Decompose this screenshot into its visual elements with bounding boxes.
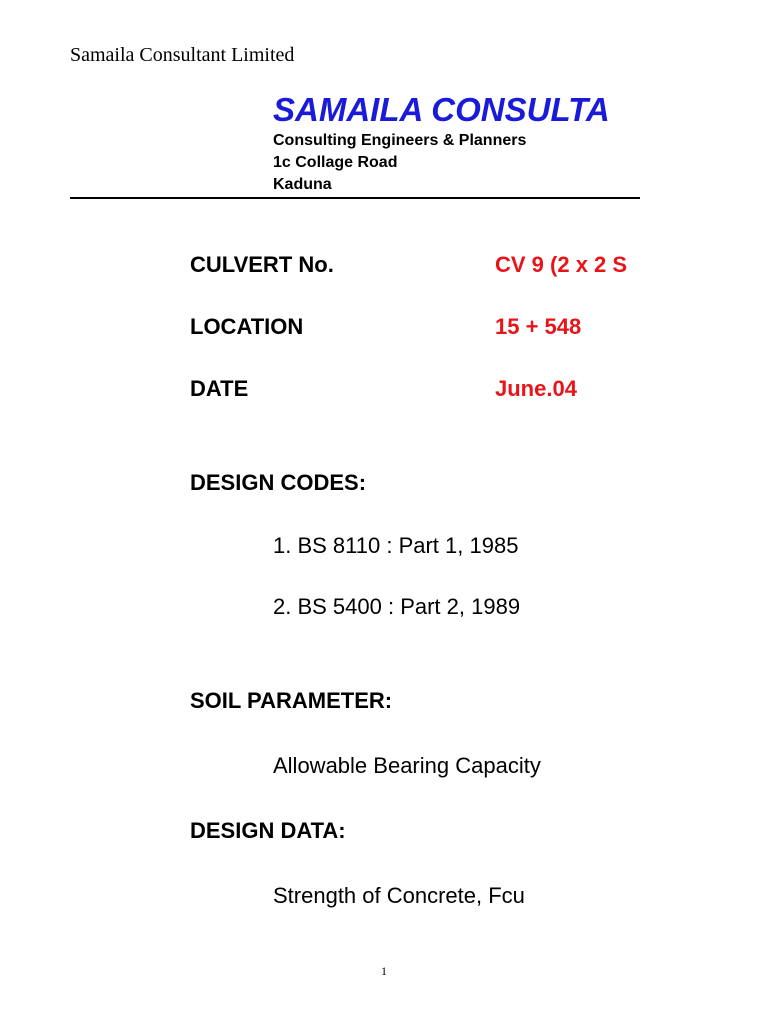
header-divider <box>70 197 640 199</box>
culvert-value: CV 9 (2 x 2 S <box>495 252 628 277</box>
company-name: SAMAILA CONSULTA <box>273 91 610 128</box>
address-line-1: 1c Collage Road <box>273 154 398 171</box>
location-row <box>190 312 640 342</box>
location-label: LOCATION <box>190 314 304 339</box>
company-tagline: Consulting Engineers & Planners <box>273 132 527 149</box>
address-line-2: Kaduna <box>273 176 332 193</box>
design-data-heading: DESIGN DATA: <box>190 818 346 843</box>
date-label: DATE <box>190 376 249 401</box>
soil-parameter-heading: SOIL PARAMETER: <box>190 688 393 713</box>
running-header: Samaila Consultant Limited <box>70 44 295 66</box>
design-data-item: Strength of Concrete, Fcu <box>273 883 525 908</box>
letterhead <box>273 90 640 196</box>
culvert-row <box>190 250 640 280</box>
design-code-item: 2. BS 5400 : Part 2, 1989 <box>273 594 521 619</box>
date-row <box>190 374 640 404</box>
culvert-label: CULVERT No. <box>190 252 334 277</box>
design-code-item: 1. BS 8110 : Part 1, 1985 <box>273 533 519 558</box>
location-value: 15 + 548 <box>495 314 582 339</box>
soil-parameter-item: Allowable Bearing Capacity <box>273 753 541 778</box>
design-codes-heading: DESIGN CODES: <box>190 470 367 495</box>
page-number: 1 <box>381 964 387 978</box>
date-value: June.04 <box>495 376 577 401</box>
